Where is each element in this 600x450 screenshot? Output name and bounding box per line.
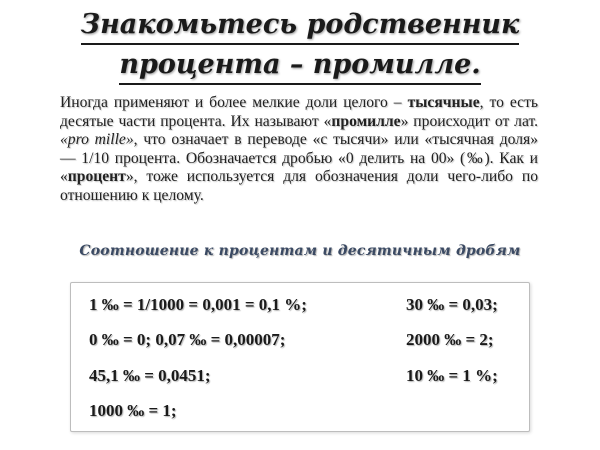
title-line-2 <box>0 48 600 85</box>
section-subheading: Соотношение к процентам и десятичным дробям <box>79 243 521 259</box>
para-text-2: , то есть десятые части процента. Их называют « <box>60 94 539 130</box>
term-promille: промилле <box>331 112 401 130</box>
title-line-1 <box>0 8 600 45</box>
formula-left-1: 1 ‰ = 1/1000 = 0,001 = 0,1 %; <box>89 295 307 314</box>
title-line-1-text: Знакомьтесь родственник <box>81 8 520 45</box>
term-thousandths: тысячные <box>407 94 480 111</box>
formula-right-3: 10 ‰ = 1 %; <box>406 366 498 385</box>
para-text-1: Иногда применяют и более мелкие доли целого – <box>60 94 408 111</box>
formula-right-2: 2000 ‰ = 2; <box>406 330 494 349</box>
title-line-2-text: процента – промилле. <box>119 48 480 85</box>
formulas-box <box>70 282 530 432</box>
formula-right-1: 30 ‰ = 0,03; <box>406 295 498 314</box>
para-text-5: », тоже используется для обозначения доли чего-либо по отношению к целому. <box>60 168 538 204</box>
term-percent: процент <box>67 168 126 185</box>
formula-left-2: 0 ‰ = 0; 0,07 ‰ = 0,00007; <box>89 330 286 349</box>
formula-left-4: 1000 ‰ = 1; <box>89 401 177 420</box>
para-text-4: , что означает в переводе «с тысячи» или «тысячная доля» — 1/10 процента. Обозначается дробью «0 делить на 00» (‰). Как и « <box>60 131 538 185</box>
intro-paragraph <box>60 94 538 205</box>
latin-phrase: «pro mille» <box>60 131 134 148</box>
para-text-3: » происходит от лат. <box>400 112 538 130</box>
formula-left-3: 45,1 ‰ = 0,0451; <box>89 366 211 385</box>
